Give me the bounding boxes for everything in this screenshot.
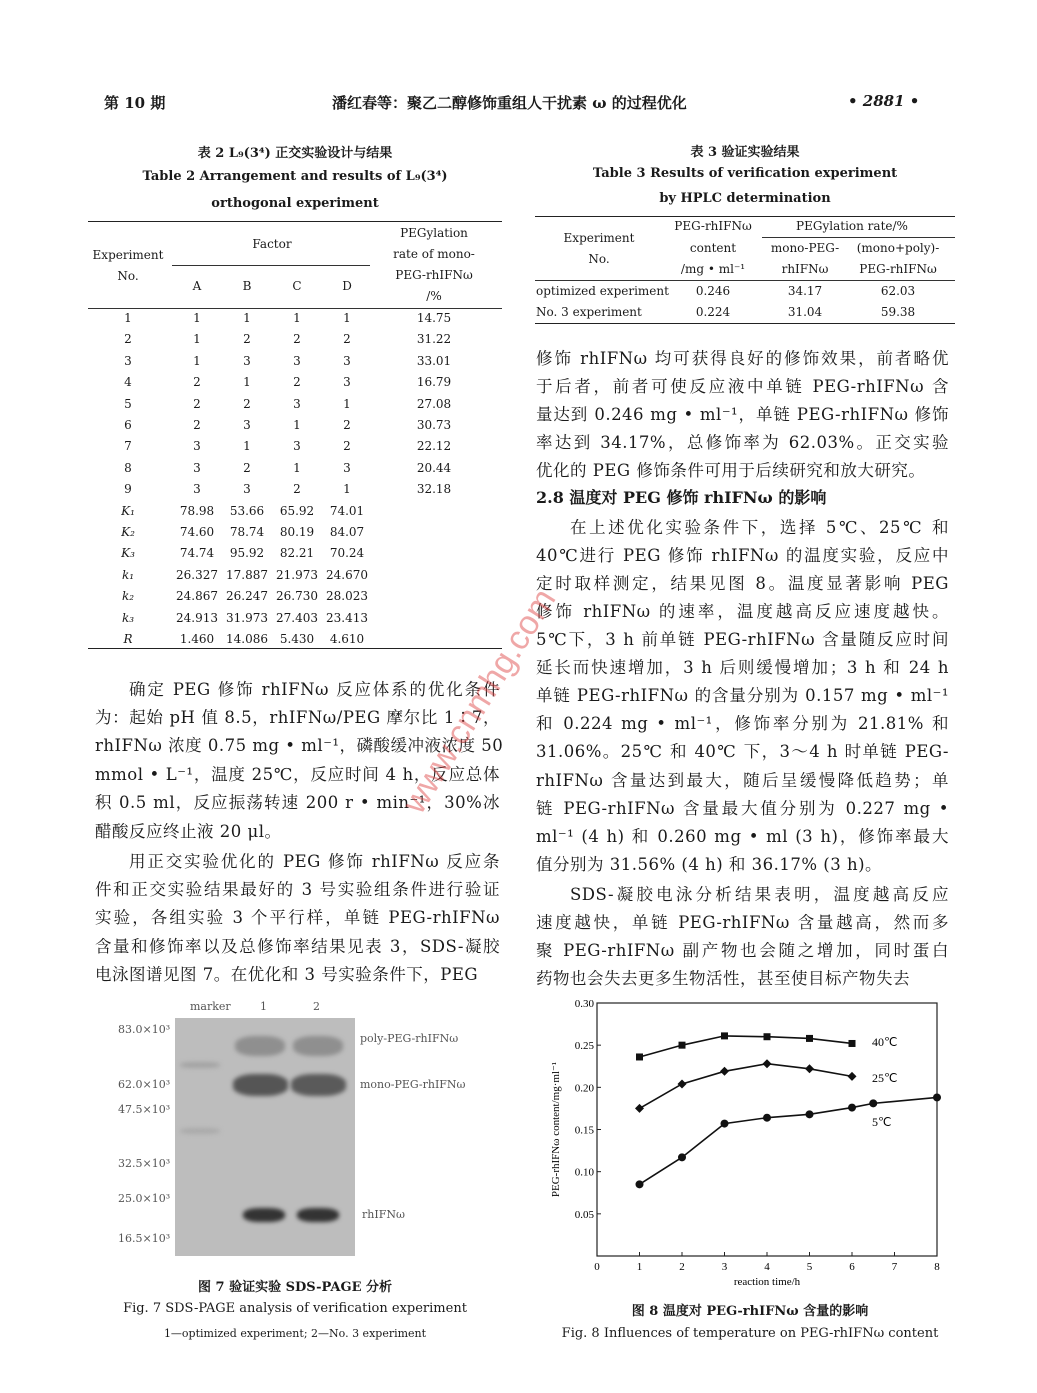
t2-cell: 2	[343, 418, 351, 432]
data-point	[933, 1093, 941, 1101]
text-line: 为：起始 pH 值 8.5，rhIFNω/PEG 摩尔比 1∶7，	[95, 708, 500, 727]
y-tick-label: 0.15	[574, 1124, 594, 1137]
fig7-caption-cn: 图 7 验证实验 SDS-PAGE 分析	[198, 1280, 392, 1295]
text-line: 率达到 34.17%，总修饰率为 62.03%。正交实验	[536, 433, 949, 452]
t2-cell: 32.18	[416, 482, 452, 497]
text-line: 在上述优化实验条件下，选择 5℃、25℃ 和	[570, 518, 949, 537]
t3-cell: 0.224	[695, 305, 731, 319]
t2-cell: 1	[243, 439, 251, 454]
data-point	[848, 1072, 857, 1081]
t2-cell: 1	[193, 332, 201, 347]
t2-cell: 1	[293, 460, 301, 475]
t2-head-rate-4: /%	[426, 289, 442, 303]
t2-cell: 27.403	[276, 610, 318, 625]
t2-cell: 78.74	[229, 525, 265, 539]
data-point	[720, 1067, 729, 1076]
lane-label-1: 1	[260, 1000, 267, 1013]
t2-row-label: 3	[124, 353, 132, 368]
data-point	[721, 1032, 728, 1039]
t2-cell: 23.413	[326, 610, 368, 625]
marker-label: 16.5×10³	[118, 1232, 171, 1245]
t2-cell: 3	[193, 460, 201, 475]
t2-row-label: 7	[124, 439, 132, 454]
data-point	[848, 1104, 856, 1112]
t2-cell: 2	[343, 439, 351, 454]
t3-head-content-2: content	[689, 241, 737, 255]
t2-head-d: D	[342, 279, 352, 293]
x-tick-label: 4	[764, 1261, 770, 1273]
t3-head-rule	[535, 280, 955, 281]
text-line: 单链 PEG-rhIFNω 的含量分别为 0.157 mg • ml⁻¹	[536, 686, 949, 705]
t2-cell: 65.92	[279, 503, 315, 518]
t2-cell: 5.430	[279, 632, 315, 646]
t2-cell: 2	[193, 396, 201, 411]
text-line: 实验，各组实验 3 个平行样，单链 PEG-rhIFNω	[95, 908, 500, 927]
table3-title-en-2: by HPLC determination	[659, 191, 831, 206]
t2-cell: 1.460	[179, 632, 215, 646]
x-tick-label: 1	[636, 1261, 643, 1273]
t3-head-no: No.	[588, 252, 610, 266]
t3-row-label: No. 3 experiment	[536, 305, 642, 319]
data-point	[678, 1153, 686, 1161]
series-line-0	[640, 1036, 853, 1057]
t3-row-label: optimized experiment	[536, 284, 669, 298]
text-line: 积 0.5 ml，反应振荡转速 200 r • min⁻¹，30%冰	[95, 793, 500, 812]
data-point	[806, 1110, 814, 1118]
text-line: rhIFNω 含量达到最大，随后呈缓慢降低趋势；单	[536, 771, 949, 790]
t2-head-exp: Experiment	[92, 248, 164, 262]
page-number: • 2881 •	[848, 92, 920, 110]
text-line: 和 0.224 mg • ml⁻¹，修饰率分别为 21.81% 和	[536, 714, 949, 733]
x-axis-label: reaction time/h	[733, 1276, 801, 1288]
t2-cell: 17.887	[226, 567, 268, 582]
data-point	[763, 1059, 772, 1068]
t3-head-total-1: (mono+poly)-	[856, 241, 940, 255]
t2-row-label: K₃	[121, 546, 135, 561]
t2-cell: 26.327	[176, 567, 218, 582]
t2-cell: 3	[293, 353, 301, 368]
t2-cell: 3	[343, 353, 351, 368]
text-line: 优化的 PEG 修饰条件可用于后续研究和放大研究。	[536, 461, 926, 480]
t2-cell: 78.98	[179, 503, 215, 518]
data-point	[849, 1040, 856, 1047]
x-tick-label: 3	[721, 1261, 728, 1273]
y-axis-label: PEG-rhIFNω content/mg·ml⁻¹	[550, 1061, 562, 1198]
table3-title-cn: 表 3 验证实验结果	[690, 145, 800, 160]
y-tick-label: 0.20	[574, 1082, 594, 1095]
data-point	[678, 1079, 687, 1088]
t2-head-rate-3: PEG-rhIFNω	[395, 268, 473, 282]
running-title: 潘红春等：聚乙二醇修饰重组人干扰素 ω 的过程优化	[332, 94, 687, 112]
series-label: 25℃	[872, 1071, 898, 1085]
lane-label-2: 2	[313, 1000, 320, 1013]
marker-label: 32.5×10³	[118, 1157, 171, 1170]
t2-head-a: A	[192, 279, 202, 293]
t2-head-rule	[88, 308, 502, 309]
band-label-poly: poly-PEG-rhIFNω	[360, 1032, 459, 1045]
t3-cell: 62.03	[880, 284, 916, 298]
t2-head-b: B	[242, 279, 252, 293]
text-line: 药物也会失去更多生物活性，甚至使目标产物失去	[536, 969, 910, 988]
t2-row-label: 2	[124, 332, 132, 347]
table3-title-en: Table 3 Results of verification experiment	[592, 166, 898, 181]
t2-cell: 2	[243, 396, 251, 411]
t3-cell: 0.246	[695, 284, 731, 298]
text-line: SDS-凝胶电泳分析结果表明，温度越高反应	[570, 885, 949, 904]
t2-cell: 1	[243, 375, 251, 390]
t2-cell: 1	[343, 482, 351, 497]
t2-row-label: K₂	[121, 525, 135, 539]
fig7-note: 1—optimized experiment; 2—No. 3 experiment	[163, 1327, 427, 1340]
text-line: 31.06%。25℃ 和 40℃ 下，3～4 h 时单链 PEG-	[536, 742, 949, 761]
marker-label: 83.0×10³	[118, 1023, 171, 1036]
x-tick-label: 5	[806, 1261, 813, 1273]
t2-cell: 3	[243, 353, 251, 368]
data-point	[869, 1099, 877, 1107]
t2-row-label: 4	[124, 375, 132, 390]
y-tick-label: 0.10	[574, 1166, 594, 1179]
t2-cell: 3	[293, 439, 301, 454]
t2-cell: 70.24	[329, 546, 365, 561]
t2-cell: 20.44	[416, 460, 452, 475]
t2-row-label: 6	[124, 418, 132, 432]
y-tick-label: 0.25	[574, 1040, 594, 1053]
text-line: ml⁻¹ (4 h) 和 0.260 mg • ml (3 h)，修饰率最大	[536, 827, 949, 846]
t2-cell: 84.07	[329, 525, 365, 539]
t2-cell: 16.79	[416, 375, 452, 390]
band-label-rhifn: rhIFNω	[362, 1208, 405, 1221]
t2-cell: 27.08	[416, 396, 452, 411]
t2-cell: 74.74	[179, 546, 215, 561]
fig8-caption-en: Fig. 8 Influences of temperature on PEG-rhIFNω content	[561, 1326, 939, 1341]
t2-cell: 74.01	[329, 503, 365, 518]
t2-head-no: No.	[117, 269, 139, 283]
t2-cell: 1	[293, 311, 301, 325]
text-line: 电泳图谱见图 7。在优化和 3 号实验条件下，PEG	[95, 965, 479, 984]
t2-cell: 3	[193, 439, 201, 454]
t2-cell: 14.75	[416, 311, 452, 325]
series-label: 5℃	[872, 1115, 892, 1129]
fig8-caption-cn: 图 8 温度对 PEG-rhIFNω 含量的影响	[631, 1304, 869, 1319]
t3-head-mono-2: rhIFNω	[781, 262, 829, 276]
text-line: 醋酸反应终止液 20 μl。	[95, 822, 282, 841]
table2-title-en-2: orthogonal experiment	[211, 196, 379, 211]
text-line: 件和正交实验结果最好的 3 号实验组条件进行验证	[95, 880, 500, 899]
t2-cell: 80.19	[279, 525, 315, 539]
t2-row-label: 9	[124, 482, 132, 497]
t3-head-content-1: PEG-rhIFNω	[674, 219, 752, 233]
t2-row-label: R	[123, 632, 133, 646]
text-line: 含量和修饰率以及总修饰率结果见表 3，SDS-凝胶	[95, 937, 500, 956]
t2-head-rate-2: rate of mono-	[393, 247, 475, 261]
y-tick-label: 0.05	[574, 1208, 594, 1221]
t2-head-c: C	[292, 279, 302, 293]
t2-cell: 53.66	[229, 503, 265, 518]
table2-top-rule	[88, 221, 502, 222]
marker-label: 62.0×10³	[118, 1078, 171, 1091]
lane-label-marker: marker	[190, 1000, 231, 1013]
data-point	[805, 1064, 814, 1073]
text-line: 40℃进行 PEG 修饰 rhIFNω 的温度实验，反应中	[536, 546, 949, 565]
table2-title-cn: 表 2 L₉(3⁴) 正交实验设计与结果	[197, 146, 393, 161]
text-line: 速度越快，单链 PEG-rhIFNω 含量越高，然而多	[536, 913, 949, 932]
text-line: 值分别为 31.56% (4 h) 和 36.17% (3 h)。	[536, 855, 883, 874]
text-line: 延长而快速增加，3 h 后则缓慢增加；3 h 和 24 h	[536, 658, 949, 677]
t2-cell: 3	[193, 482, 201, 497]
t3-cell: 31.04	[787, 305, 823, 319]
data-point	[764, 1033, 771, 1040]
text-line: rhIFNω 浓度 0.75 mg • ml⁻¹，磷酸缓冲液浓度 50	[95, 736, 504, 755]
t2-row-label: k₃	[121, 610, 135, 625]
issue-number: 第 10 期	[104, 94, 166, 112]
t2-cell: 2	[193, 418, 201, 432]
text-line: 聚 PEG-rhIFNω 副产物也会随之增加，同时蛋白	[536, 941, 949, 960]
text-line: 链 PEG-rhIFNω 含量最大值分别为 0.227 mg •	[536, 799, 949, 818]
x-tick-label: 7	[891, 1261, 898, 1273]
table2-title-en: Table 2 Arrangement and results of L₉(3⁴)	[142, 169, 448, 184]
t3-cell: 59.38	[880, 305, 916, 319]
section-heading-2-8: 2.8 温度对 PEG 修饰 rhIFNω 的影响	[536, 488, 827, 507]
t2-cell: 26.247	[226, 589, 268, 604]
t2-cell: 24.670	[326, 567, 368, 582]
data-point	[806, 1035, 813, 1042]
t2-cell: 82.21	[279, 546, 315, 561]
text-line: 于后者，前者可使反应液中单链 PEG-rhIFNω 含	[536, 377, 949, 396]
marker-label: 47.5×10³	[118, 1103, 171, 1116]
t2-cell: 1	[343, 396, 351, 411]
t2-cell: 2	[293, 375, 301, 390]
t2-cell: 2	[243, 332, 251, 347]
t3-head-total-2: PEG-rhIFNω	[859, 262, 937, 276]
t2-cell: 24.913	[176, 610, 218, 625]
table3-top-rule	[535, 216, 955, 217]
t2-cell: 31.973	[226, 610, 268, 625]
t3-head-content-3: /mg • ml⁻¹	[680, 262, 746, 276]
series-line-1	[640, 1064, 853, 1109]
t2-cell: 24.867	[176, 589, 218, 604]
text-line: 5℃下，3 h 前单链 PEG-rhIFNω 含量随反应时间	[536, 630, 949, 649]
series-label: 40℃	[872, 1035, 898, 1049]
data-point	[763, 1114, 771, 1122]
text-line: 修饰 rhIFNω 均可获得良好的修饰效果，前者略优	[536, 349, 949, 368]
t2-cell: 1	[193, 353, 201, 368]
t3-rate-rule	[762, 237, 955, 238]
t3-head-mono-1: mono-PEG-	[770, 241, 840, 255]
t2-cell: 1	[243, 311, 251, 325]
text-line: 用正交实验优化的 PEG 修饰 rhIFNω 反应条	[129, 852, 500, 871]
t2-cell: 2	[343, 332, 351, 347]
t3-cell: 34.17	[787, 284, 823, 298]
t2-cell: 2	[293, 482, 301, 497]
t2-cell: 30.73	[416, 418, 452, 432]
t2-cell: 21.973	[276, 567, 318, 582]
band-label-mono: mono-PEG-rhIFNω	[360, 1078, 466, 1091]
t2-row-label: 5	[124, 396, 132, 411]
t2-cell: 3	[243, 418, 251, 432]
t2-row-label: 8	[124, 460, 132, 475]
fig7-caption-en: Fig. 7 SDS-PAGE analysis of verification experiment	[123, 1301, 467, 1316]
t3-head-exp: Experiment	[563, 231, 635, 245]
t2-head-rate-1: PEGylation	[400, 226, 468, 240]
table3-bottom-rule	[535, 323, 955, 324]
sds-page-gel-image	[175, 1018, 355, 1256]
t2-cell: 33.01	[416, 353, 452, 368]
x-tick-label: 8	[934, 1261, 940, 1273]
t2-cell: 1	[293, 418, 301, 432]
t2-cell: 74.60	[179, 525, 215, 539]
t2-row-label: K₁	[121, 503, 135, 518]
text-line: mmol • L⁻¹，温度 25℃，反应时间 4 h，反应总体	[95, 765, 500, 784]
t2-cell: 28.023	[326, 589, 368, 604]
marker-label: 25.0×10³	[118, 1192, 171, 1205]
t2-row-label: k₁	[121, 567, 135, 582]
t2-cell: 22.12	[416, 439, 452, 454]
t2-cell: 2	[293, 332, 301, 347]
t2-head-factor: Factor	[252, 237, 292, 251]
t2-cell: 2	[193, 375, 201, 390]
t2-cell: 3	[243, 482, 251, 497]
t2-cell: 2	[243, 460, 251, 475]
y-tick-label: 0.30	[574, 998, 594, 1010]
t2-cell: 3	[343, 375, 351, 390]
t2-cell: 3	[293, 396, 301, 411]
t2-factor-rule	[172, 265, 370, 266]
text-line: 修饰 rhIFNω 的速率，温度越高反应速度越快。	[536, 602, 949, 621]
data-point	[635, 1104, 644, 1113]
data-point	[721, 1120, 729, 1128]
x-tick-label: 6	[849, 1261, 855, 1273]
data-point	[636, 1053, 643, 1060]
data-point	[679, 1042, 686, 1049]
series-line-2	[640, 1097, 938, 1184]
watermark: www.cnmhg.com	[395, 582, 564, 821]
t2-cell: 26.730	[276, 589, 318, 604]
table2-bottom-rule	[88, 648, 502, 649]
data-point	[636, 1180, 644, 1188]
t2-cell: 1	[193, 311, 201, 325]
text-line: 定时取样测定，结果见图 8。温度显著影响 PEG	[536, 574, 949, 593]
text-line: 确定 PEG 修饰 rhIFNω 反应体系的优化条件	[129, 680, 500, 699]
t2-cell: 31.22	[416, 332, 452, 347]
t2-cell: 4.610	[329, 632, 365, 646]
x-tick-label: 0	[594, 1261, 600, 1273]
t2-cell: 3	[343, 460, 351, 475]
t2-cell: 95.92	[229, 546, 265, 561]
figure-8-chart	[540, 990, 960, 1290]
t2-cell: 14.086	[226, 632, 268, 646]
t2-cell: 1	[343, 311, 351, 325]
x-tick-label: 2	[679, 1261, 685, 1273]
t2-row-label: 1	[124, 311, 132, 325]
text-line: 量达到 0.246 mg • ml⁻¹，单链 PEG-rhIFNω 修饰	[536, 405, 949, 424]
t2-row-label: k₂	[121, 589, 135, 604]
t3-head-rate: PEGylation rate/%	[796, 219, 908, 233]
